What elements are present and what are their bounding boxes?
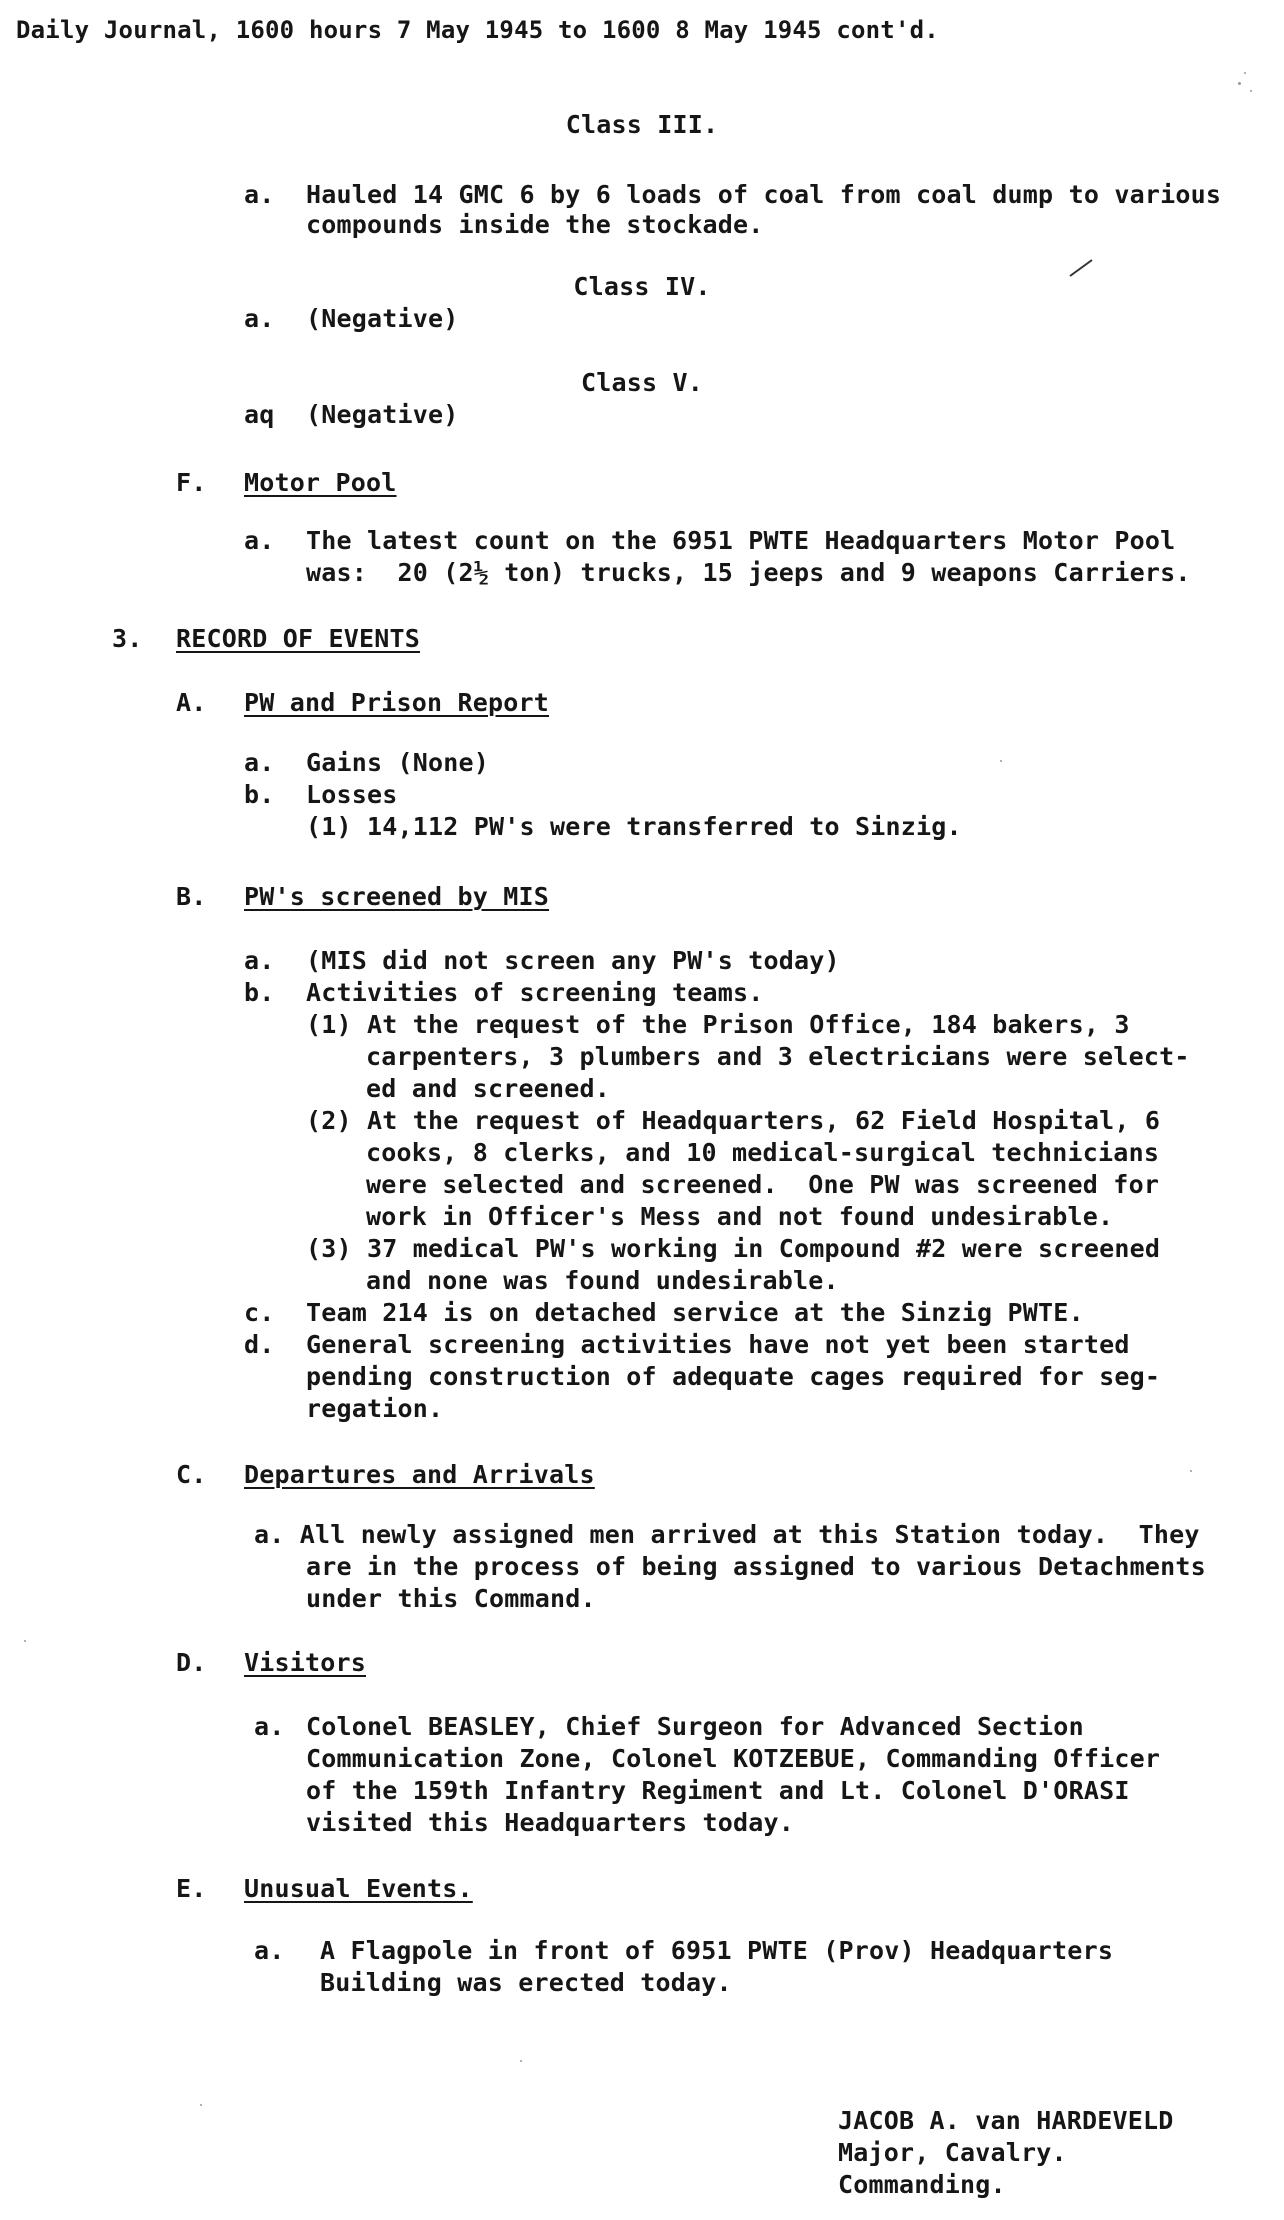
section-b-b-marker: b. [244,978,275,1007]
section-e-marker: E. [176,1874,207,1903]
class-iii-a-line: compounds inside the stockade. [306,210,764,239]
section-b-c-text: Team 214 is on detached service at the Sinzig PWTE. [306,1298,1084,1327]
section-b-item-line: (3) 37 medical PW's working in Compound #2 were screened [306,1234,1161,1263]
scan-speck [1250,90,1252,92]
class-iii-a-marker: a. [244,180,275,209]
record-marker: 3. [112,624,143,653]
section-a-gains: Gains (None) [306,748,490,777]
class-iii-title: Class III. [565,110,719,139]
scan-speck [1244,72,1246,74]
section-c-marker: C. [176,1460,207,1489]
motor-pool-line: was: 20 (2½ ton) trucks, 15 jeeps and 9 weapons Carriers. [306,558,1191,587]
class-iv-a-marker: a. [244,304,275,333]
section-d-line: of the 159th Infantry Regiment and Lt. Colonel D'ORASI [306,1776,1130,1805]
section-b-item-line: carpenters, 3 plumbers and 3 electricians were select- [366,1042,1190,1071]
section-b-d-line: General screening activities have not yet been started [306,1330,1130,1359]
motor-pool-a-marker: a. [244,526,275,555]
section-b-d-line: regation. [306,1394,444,1423]
stray-pen-mark [1068,256,1094,278]
class-v-a-text: (Negative) [306,400,459,429]
class-v-a-marker: aq [244,400,275,429]
section-b-d-marker: d. [244,1330,275,1359]
section-e-line: Building was erected today. [320,1968,732,1997]
section-d-line: Communication Zone, Colonel KOTZEBUE, Commanding Officer [306,1744,1161,1773]
section-b-item-line: work in Officer's Mess and not found undesirable. [366,1202,1114,1231]
section-c-line: are in the process of being assigned to various Detachments [306,1552,1206,1581]
section-b-item-line: were selected and screened. One PW was screened for [366,1170,1160,1199]
class-v-title: Class V. [580,368,703,397]
section-b-c-marker: c. [244,1298,275,1327]
section-a-losses: Losses [306,780,398,809]
section-d-line: Colonel BEASLEY, Chief Surgeon for Advanced Section [306,1712,1084,1741]
section-a-b-marker: b. [244,780,275,809]
section-b-item-line: (2) At the request of Headquarters, 62 Field Hospital, 6 [306,1106,1161,1135]
section-b-item-line: (1) At the request of the Prison Office, 184 bakers, 3 [306,1010,1130,1039]
record-title: RECORD OF EVENTS [176,624,421,653]
section-b-item-line: cooks, 8 clerks, and 10 medical-surgical technicians [366,1138,1160,1167]
section-b-d-line: pending construction of adequate cages required for seg- [306,1362,1161,1391]
section-b-a-marker: a. [244,946,275,975]
section-b-item-line: and none was found undesirable. [366,1266,839,1295]
scan-speck [24,1640,26,1642]
section-d-line: visited this Headquarters today. [306,1808,795,1837]
class-iv-title: Class IV. [573,272,711,301]
motor-pool-marker: F. [176,468,207,497]
scan-speck [1000,760,1002,762]
section-c-title: Departures and Arrivals [244,1460,595,1489]
scan-speck [1190,1470,1192,1472]
class-iv-a-text: (Negative) [306,304,459,333]
section-c-line: under this Command. [306,1584,596,1613]
signature-name: JACOB A. van HARDEVELD [838,2106,1174,2135]
section-a-marker: A. [176,688,207,717]
scan-speck [200,2104,202,2106]
section-b-marker: B. [176,882,207,911]
class-iii-a-line: Hauled 14 GMC 6 by 6 loads of coal from coal dump to various [306,180,1222,209]
section-a-a-marker: a. [244,748,275,777]
motor-pool-title: Motor Pool [244,468,397,497]
section-b-a-text: (MIS did not screen any PW's today) [306,946,840,975]
section-c-line: a. All newly assigned men arrived at this Station today. They [254,1520,1200,1549]
motor-pool-line: The latest count on the 6951 PWTE Headquarters Motor Pool [306,526,1176,555]
section-d-title: Visitors [244,1648,367,1677]
section-d-a-marker: a. [254,1712,285,1741]
signature-role: Commanding. [838,2170,1006,2199]
section-b-item-line: ed and screened. [366,1074,611,1103]
scan-speck [1238,82,1241,85]
section-e-line: A Flagpole in front of 6951 PWTE (Prov) Headquarters [320,1936,1114,1965]
section-b-title: PW's screened by MIS [244,882,550,911]
signature-rank: Major, Cavalry. [838,2138,1067,2167]
section-b-b-text: Activities of screening teams. [306,978,764,1007]
section-a-title: PW and Prison Report [244,688,550,717]
section-a-losses-item: (1) 14,112 PW's were transferred to Sinzig. [306,812,962,841]
section-d-marker: D. [176,1648,207,1677]
journal-header: Daily Journal, 1600 hours 7 May 1945 to 1600 8 May 1945 cont'd. [16,16,939,44]
scan-speck [520,2060,522,2062]
section-e-a-marker: a. [254,1936,285,1965]
section-e-title: Unusual Events. [244,1874,473,1903]
